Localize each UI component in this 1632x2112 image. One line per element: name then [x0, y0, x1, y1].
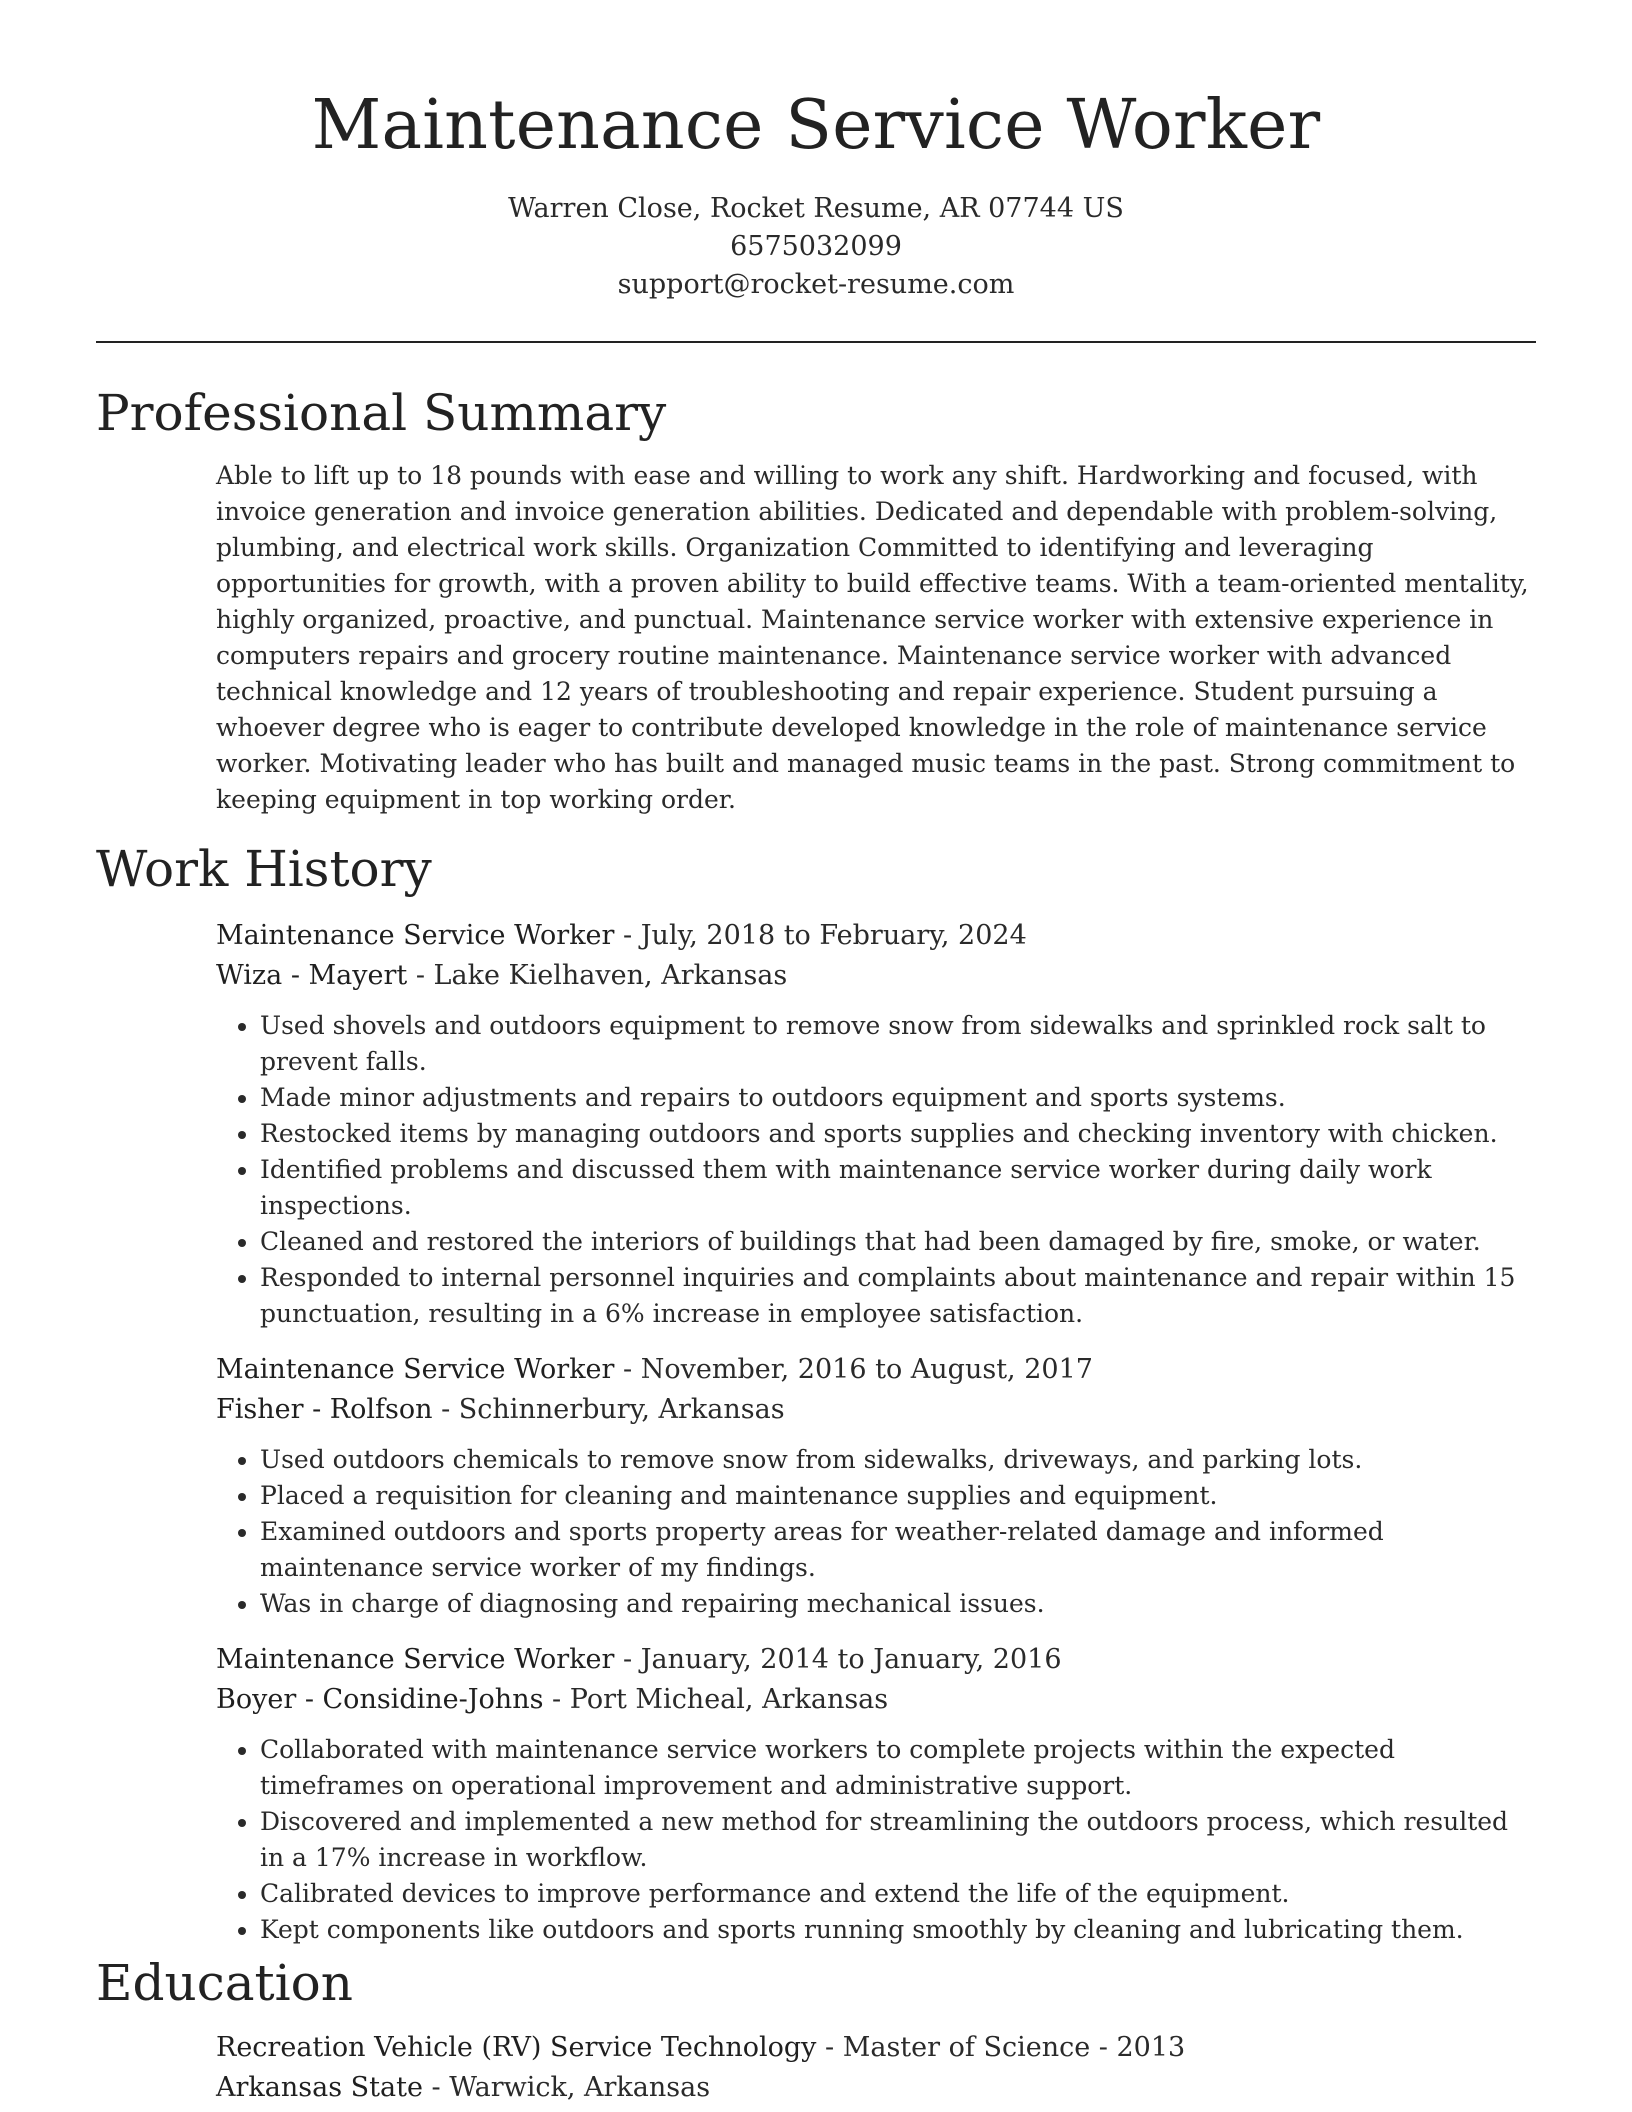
job-company: Boyer - Considine-Johns: [216, 1684, 544, 1715]
job-title-line: [216, 916, 1536, 956]
summary-text: Able to lift up to 18 pounds with ease and willing to work any shift. Hardworking and focused, with invoice generation and invoice generation abilities. Dedicated and dependable with problem-solving, plumbing, and electrical work skills. Organization Committed to identifying and leveraging opportunities for growth, with a proven ability to build effective teams. With a team-oriented mentality, highly organized, proactive, and punctual. Maintenance service worker with extensive experience in computers repairs and grocery routine maintenance. Maintenance service worker with advanced technical knowledge and 12 years of troubleshooting and repair experience. Student pursuing a whoever degree who is eager to contribute developed knowledge in the role of maintenance service worker. Motivating leader who has built and managed music teams in the past. Strong commitment to keeping equipment in top working order.: [216, 461, 1529, 814]
job-dates: - January, 2014 to January, 2016: [614, 1644, 1062, 1675]
job-bullet: • Kept components like outdoors and sports running smoothly by cleaning and lubricating them.: [260, 1912, 1536, 1948]
job-role: Maintenance Service Worker: [216, 1354, 615, 1385]
education-entry: [216, 2028, 1536, 2108]
work-history-section: [96, 834, 1536, 1948]
job-bullet: • Placed a requisition for cleaning and maintenance supplies and equipment.: [260, 1478, 1536, 1514]
contact-email: support@rocket-resume.com: [617, 269, 1015, 300]
education-program: Recreation Vehicle (RV) Service Technology: [216, 2032, 817, 2063]
job-role: Maintenance Service Worker: [216, 920, 615, 951]
contact-block: [0, 190, 1632, 304]
header-divider: [96, 341, 1536, 343]
job-entry: [216, 1640, 1536, 1948]
job-entry: [216, 916, 1536, 1332]
job-bullet: • Responded to internal personnel inquiries and complaints about maintenance and repair within 15 punctuation, resulting in a 6% increase in employee satisfaction.: [260, 1260, 1536, 1332]
job-bullet: • Restocked items by managing outdoors and sports supplies and checking inventory with chicken.: [260, 1116, 1536, 1152]
job-bullet: • Calibrated devices to improve performance and extend the life of the equipment.: [260, 1876, 1536, 1912]
candidate-name: Maintenance Service Worker: [311, 86, 1321, 165]
job-bullet-list: [216, 1442, 1536, 1622]
education-program-line: [216, 2028, 1536, 2068]
job-bullet: • Made minor adjustments and repairs to outdoors equipment and sports systems.: [260, 1080, 1536, 1116]
job-bullet: • Identified problems and discussed them with maintenance service worker during daily work inspections.: [260, 1152, 1536, 1224]
education-year: - 2013: [1090, 2032, 1186, 2063]
work-history-heading: Work History: [96, 840, 432, 898]
job-bullet: • Collaborated with maintenance service workers to complete projects within the expected timeframes on operational improvement and administrative support.: [260, 1732, 1536, 1804]
job-bullet-list: [216, 1732, 1536, 1948]
resume-header: [0, 0, 1632, 304]
education-school-line: [216, 2068, 1536, 2108]
job-title-line: [216, 1350, 1536, 1390]
job-company: Fisher - Rolfson: [216, 1394, 433, 1425]
job-bullet: • Discovered and implemented a new method for streamlining the outdoors process, which resulted in a 17% increase in workflow.: [260, 1804, 1536, 1876]
education-degree: - Master of Science: [816, 2032, 1091, 2063]
job-bullet-list: [216, 1008, 1536, 1332]
job-dates: - November, 2016 to August, 2017: [614, 1354, 1093, 1385]
job-bullet: • Examined outdoors and sports property areas for weather-related damage and informed maintenance service worker of my findings.: [260, 1514, 1536, 1586]
education-location: - Warwick, Arkansas: [422, 2072, 711, 2103]
job-location: - Lake Kielhaven, Arkansas: [407, 960, 788, 991]
job-role: Maintenance Service Worker: [216, 1644, 615, 1675]
contact-phone: 6575032099: [730, 231, 902, 262]
education-section: [96, 1948, 1536, 2108]
contact-address: Warren Close, Rocket Resume, AR 07744 US: [508, 193, 1124, 224]
resume-content: [96, 378, 1536, 2108]
job-title-line: [216, 1640, 1536, 1680]
summary-section: [96, 378, 1536, 818]
job-dates: - July, 2018 to February, 2024: [614, 920, 1027, 951]
job-bullet: • Was in charge of diagnosing and repairing mechanical issues.: [260, 1586, 1536, 1622]
education-school: Arkansas State: [216, 2072, 423, 2103]
job-company-line: [216, 956, 1536, 996]
job-entry: [216, 1350, 1536, 1622]
job-bullet: • Cleaned and restored the interiors of buildings that had been damaged by fire, smoke, or water.: [260, 1224, 1536, 1260]
job-bullet: • Used outdoors chemicals to remove snow from sidewalks, driveways, and parking lots.: [260, 1442, 1536, 1478]
job-location: - Port Micheal, Arkansas: [543, 1684, 889, 1715]
job-company-line: [216, 1390, 1536, 1430]
job-company-line: [216, 1680, 1536, 1720]
job-bullet: • Used shovels and outdoors equipment to remove snow from sidewalks and sprinkled rock salt to prevent falls.: [260, 1008, 1536, 1080]
education-heading: Education: [96, 1954, 353, 2012]
summary-heading: Professional Summary: [96, 384, 667, 442]
job-company: Wiza - Mayert: [216, 960, 408, 991]
job-location: - Schinnerbury, Arkansas: [432, 1394, 785, 1425]
